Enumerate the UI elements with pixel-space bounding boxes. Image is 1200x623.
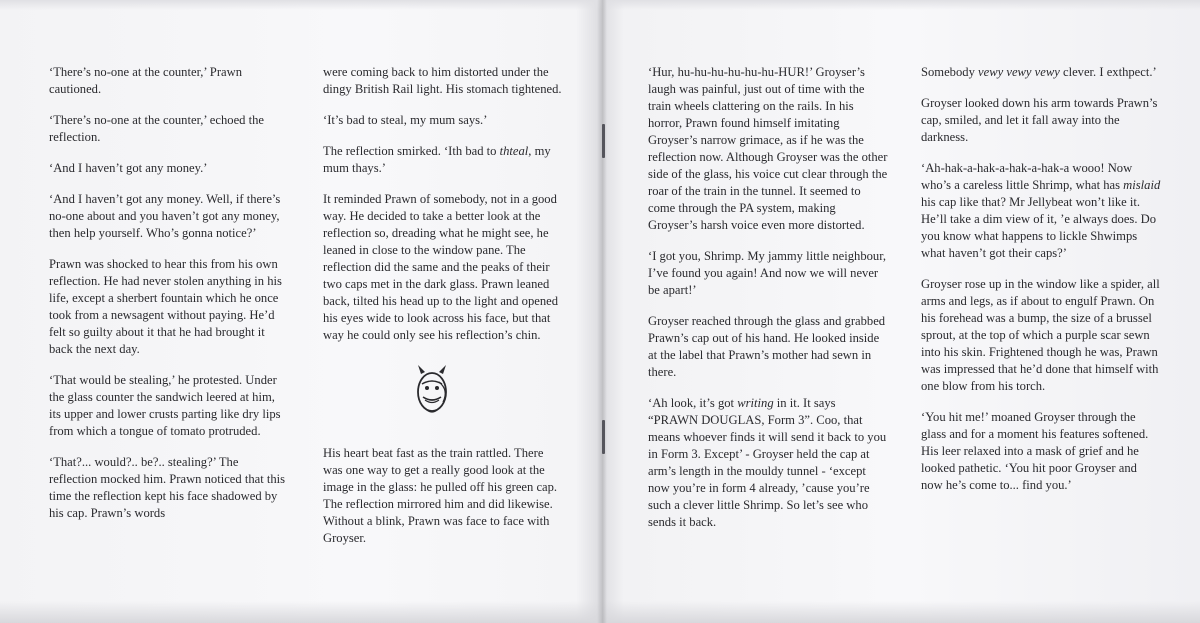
text-run: Somebody bbox=[921, 65, 979, 79]
paragraph bbox=[648, 395, 888, 531]
groyser-face-icon bbox=[409, 362, 455, 420]
paragraph: ‘That would be stealing,’ he protested. Under the glass counter the sandwich leered at him, its upper and lower crusts parting like dry lips from which a tongue of tomato protruded. bbox=[49, 373, 281, 438]
paragraph: ‘It’s bad to steal, my mum says.’ bbox=[323, 113, 488, 127]
paragraph: It reminded Prawn of somebody, not in a good way. He decided to take a better look at the reflection so, dreading what he might see, he leaned in close to the window pane. The reflection did the same and the peaks of their two caps met in the dark glass. Prawn leaned back, tilted his head up to the light and opened his eyes wide to look across his face, but that way he could only see his reflection’s chin. bbox=[323, 192, 559, 342]
right-page-column-2 bbox=[921, 64, 1161, 508]
paragraph: Prawn was shocked to hear this from his own reflection. He had never stolen anything in his life, except a sherbert fountain which he once took from a newsagent without paying. He’d felt so guilty about it that he had brought it back the next day. bbox=[49, 257, 282, 356]
paragraph bbox=[323, 143, 563, 177]
text-run: clever. I exthpect.’ bbox=[1059, 65, 1157, 79]
paragraph: ‘I got you, Shrimp. My jammy little neighbour, I’ve found you again! And now we will never be apart!’ bbox=[648, 249, 887, 297]
paragraph: ‘There’s no-one at the counter,’ echoed the reflection. bbox=[49, 113, 265, 144]
paragraph: ‘Hur, hu-hu-hu-hu-hu-hu-HUR!’ Groyser’s laugh was painful, just out of time with the train wheels clattering on the rails. In his horror, Prawn found himself imitating Groyser’s narrow grimace, as if he was the reflection now. Although Groyser was the other side of the glass, his voice cut clear through the roar of the train in the tunnel. It seemed to come through the PA system, making Groyser’s harsh voice even more distorted. bbox=[648, 65, 888, 232]
paragraph bbox=[921, 64, 1161, 81]
center-gutter bbox=[597, 0, 607, 623]
staple-bottom bbox=[602, 420, 605, 454]
paragraph bbox=[921, 160, 1161, 262]
paragraph: Groyser looked down his arm towards Prawn’s cap, smiled, and let it fall away into the darkness. bbox=[921, 96, 1158, 144]
text-run: ‘Ah look, it’s got bbox=[648, 396, 738, 410]
text-run: in it. It says “PRAWN DOUGLAS, Form 3”. Coo, that means whoever finds it will send it back to you in Form 3. Except’ - Groyser held the cap at arm’s length in the mouldy tunnel - ‘except now you’re in form 4 already, ’cause you’re such a clever little Shrimp. So let’s see who sends it back. bbox=[648, 396, 887, 529]
paragraph: ‘And I haven’t got any money. Well, if there’s no-one about and you haven’t got any money, then help yourself. Who’s gonna notice?’ bbox=[49, 192, 281, 240]
paragraph: Groyser reached through the glass and grabbed Prawn’s cap out of his hand. He looked inside at the label that Prawn’s mother had sewn in there. bbox=[648, 314, 886, 379]
paragraph: ‘And I haven’t got any money.’ bbox=[49, 161, 208, 175]
paragraph: Groyser rose up in the window like a spider, all arms and legs, as if about to engulf Prawn. On his forehead was a bump, the size of a brussel sprout, at the top of which a purple scar sewn into his skin. Frightened though he was, Prawn was impressed that he’d done that himself with one blow from his torch. bbox=[921, 277, 1160, 393]
right-page-column-1 bbox=[648, 64, 888, 545]
paragraph: His heart beat fast as the train rattled. There was one way to get a really good look at the image in the glass: he pulled off his green cap. The reflection mirrored him and did likewise. Without a blink, Prawn was face to face with Groyser. bbox=[323, 446, 558, 545]
italic-text: vewy vewy vewy bbox=[978, 65, 1060, 79]
paragraph: were coming back to him distorted under the dingy British Rail light. His stomach tightened. bbox=[323, 65, 562, 96]
paragraph: ‘That?... would?.. be?.. stealing?’ The reflection mocked him. Prawn noticed that this time the reflection kept his face shadowed by his cap. Prawn’s words bbox=[49, 455, 286, 520]
text-run: ‘Ah-hak-a-hak-a-hak-a-hak-a wooo! Now who’s a careless little Shrimp, what has bbox=[921, 161, 1133, 192]
italic-text: mislaid bbox=[1123, 178, 1161, 192]
italic-text: writing bbox=[737, 396, 774, 410]
left-page-column-1 bbox=[49, 64, 289, 536]
paragraph: ‘You hit me!’ moaned Groyser through the glass and for a moment his features softened. His leer relaxed into a mask of grief and he looked pathetic. ‘You hit poor Groyser and now he’s come to... find you.’ bbox=[921, 410, 1149, 492]
left-page-column-2 bbox=[323, 64, 563, 561]
text-run: The reflection smirked. ‘Ith bad to bbox=[323, 144, 500, 158]
text-run: , my mum thays.’ bbox=[323, 144, 551, 175]
text-run: his cap like that? Mr Jellybeat won’t like it. He’ll take a dim view of it, ’e always does. Do you know what happens to lickle Shwimps what haven’t got their caps?’ bbox=[921, 195, 1157, 260]
italic-text: thteal bbox=[499, 144, 529, 158]
paragraph: ‘There’s no-one at the counter,’ Prawn cautioned. bbox=[49, 65, 242, 96]
staple-top bbox=[602, 124, 605, 158]
